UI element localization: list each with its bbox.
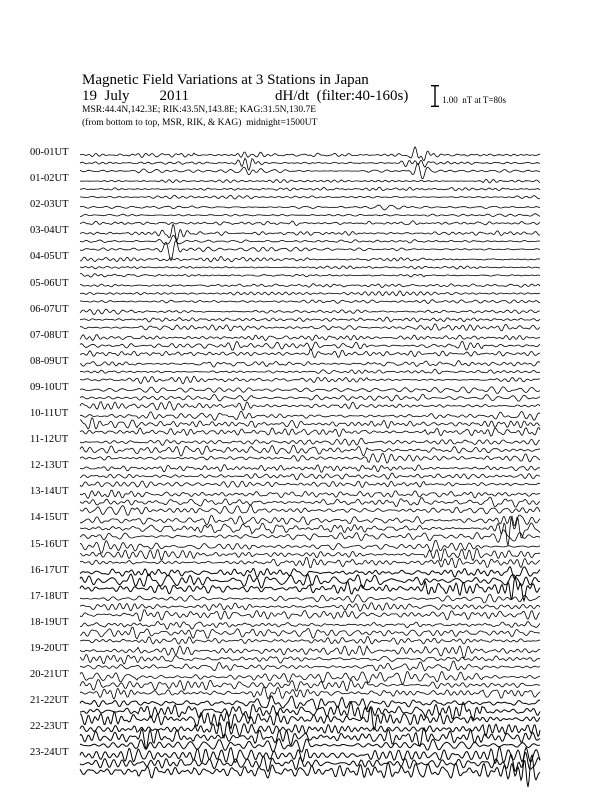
trace-MSR-07-08UT (80, 349, 540, 357)
trace-MSR-14-15UT (80, 530, 540, 542)
trace-RIK-05-06UT (80, 291, 540, 296)
hour-label-23-24UT: 23-24UT (30, 747, 69, 759)
hour-label-00-01UT: 00-01UT (30, 147, 69, 158)
trace-MSR-06-07UT (80, 324, 540, 331)
hour-label-16-17UT: 16-17UT (30, 564, 69, 576)
trace-KAG-10-11UT (80, 411, 540, 420)
trace-KAG-04-05UT (80, 256, 540, 262)
trace-MSR-18-19UT (80, 637, 540, 645)
scale-label: 1.00 nT at T=80s (442, 95, 506, 105)
hour-label-01-02UT: 01-02UT (30, 173, 69, 185)
trace-RIK-02-03UT (80, 214, 540, 217)
trace-MSR-00-01UT (80, 163, 540, 178)
trace-RIK-14-15UT (80, 516, 540, 545)
trace-MSR-13-14UT (80, 505, 540, 515)
trace-KAG-21-22UT (80, 696, 540, 710)
hour-label-11-12UT: 11-12UT (30, 434, 69, 446)
trace-MSR-12-13UT (80, 481, 540, 488)
trace-RIK-09-10UT (80, 394, 540, 401)
trace-RIK-04-05UT (80, 266, 540, 269)
hour-label-18-19UT: 18-19UT (30, 616, 69, 628)
trace-KAG-18-19UT (80, 621, 540, 629)
trace-MSR-19-20UT (80, 661, 540, 671)
trace-KAG-23-24UT (80, 747, 540, 763)
hour-label-09-10UT: 09-10UT (30, 381, 69, 393)
trace-RIK-12-13UT (80, 473, 540, 480)
trace-KAG-13-14UT (80, 490, 540, 498)
trace-MSR-03-04UT (80, 241, 540, 261)
trace-KAG-05-06UT (80, 284, 540, 288)
hour-label-03-04UT: 03-04UT (30, 225, 69, 237)
hour-label-08-09UT: 08-09UT (30, 355, 69, 367)
trace-RIK-00-01UT (80, 158, 540, 170)
trace-RIK-17-18UT (80, 603, 540, 611)
chart-title: Magnetic Field Variations at 3 Stations in Japan (82, 72, 369, 88)
hour-label-19-20UT: 19-20UT (30, 642, 69, 654)
date-line: 19 July 2011 (82, 88, 189, 104)
trace-MSR-10-11UT (80, 428, 540, 437)
hour-label-17-18UT: 17-18UT (30, 590, 69, 602)
trace-MSR-09-10UT (80, 402, 540, 411)
trace-KAG-09-10UT (80, 387, 540, 394)
trace-KAG-00-01UT (80, 147, 540, 161)
hour-label-06-07UT: 06-07UT (30, 303, 69, 315)
trace-KAG-12-13UT (80, 465, 540, 473)
trace-KAG-03-04UT (80, 224, 540, 240)
trace-RIK-19-20UT (80, 655, 540, 665)
trace-MSR-02-03UT (80, 221, 540, 226)
trace-KAG-02-03UT (80, 205, 540, 210)
trace-MSR-23-24UT (80, 755, 540, 787)
trace-KAG-15-16UT (80, 540, 540, 553)
trace-KAG-01-02UT (80, 179, 540, 183)
hour-label-21-22UT: 21-22UT (30, 695, 69, 707)
trace-MSR-22-23UT (80, 739, 540, 752)
trace-KAG-08-09UT (80, 361, 540, 367)
trace-KAG-16-17UT (80, 567, 540, 578)
hour-label-05-06UT: 05-06UT (30, 277, 69, 289)
trace-KAG-17-18UT (80, 594, 540, 603)
hour-label-07-08UT: 07-08UT (30, 329, 69, 341)
trace-KAG-07-08UT (80, 335, 540, 341)
trace-KAG-19-20UT (80, 646, 540, 658)
trace-RIK-13-14UT (80, 497, 540, 507)
hour-label-12-13UT: 12-13UT (30, 460, 69, 472)
trace-MSR-01-02UT (80, 195, 540, 199)
hour-label-14-15UT: 14-15UT (30, 512, 69, 524)
trace-KAG-11-12UT (80, 438, 540, 445)
trace-RIK-08-09UT (80, 369, 540, 374)
trace-MSR-15-16UT (80, 557, 540, 567)
station-coordinates: MSR:44.4N,142.3E; RIK:43.5N,143.8E; KAG:31.5N,130.7E (82, 105, 317, 115)
trace-RIK-03-04UT (80, 235, 540, 244)
hour-label-15-16UT: 15-16UT (30, 538, 69, 550)
hour-label-10-11UT: 10-11UT (30, 408, 69, 419)
hour-label-02-03UT: 02-03UT (30, 199, 69, 211)
trace-KAG-06-07UT (80, 309, 540, 315)
hour-label-04-05UT: 04-05UT (30, 251, 69, 263)
hour-label-13-14UT: 13-14UT (30, 486, 69, 498)
trace-RIK-06-07UT (80, 317, 540, 322)
trace-MSR-20-21UT (80, 687, 540, 699)
trace-RIK-15-16UT (80, 548, 540, 561)
trace-MSR-08-09UT (80, 376, 540, 384)
trace-RIK-01-02UT (80, 187, 540, 190)
trace-RIK-10-11UT (80, 418, 540, 429)
hour-label-22-23UT: 22-23UT (30, 721, 69, 733)
station-order-note: (from bottom to top, MSR, RIK, & KAG) midnight=1500UT (82, 118, 318, 128)
trace-MSR-04-05UT (80, 273, 540, 277)
trace-MSR-17-18UT (80, 610, 540, 622)
trace-RIK-07-08UT (80, 341, 540, 350)
trace-MSR-05-06UT (80, 300, 540, 304)
trace-KAG-20-21UT (80, 672, 540, 685)
hour-label-20-21UT: 20-21UT (30, 669, 69, 680)
trace-RIK-20-21UT (80, 680, 540, 691)
trace-MSR-11-12UT (80, 453, 540, 463)
quantity-label: dH/dt (filter:40-160s) (275, 88, 409, 104)
trace-RIK-11-12UT (80, 445, 540, 456)
